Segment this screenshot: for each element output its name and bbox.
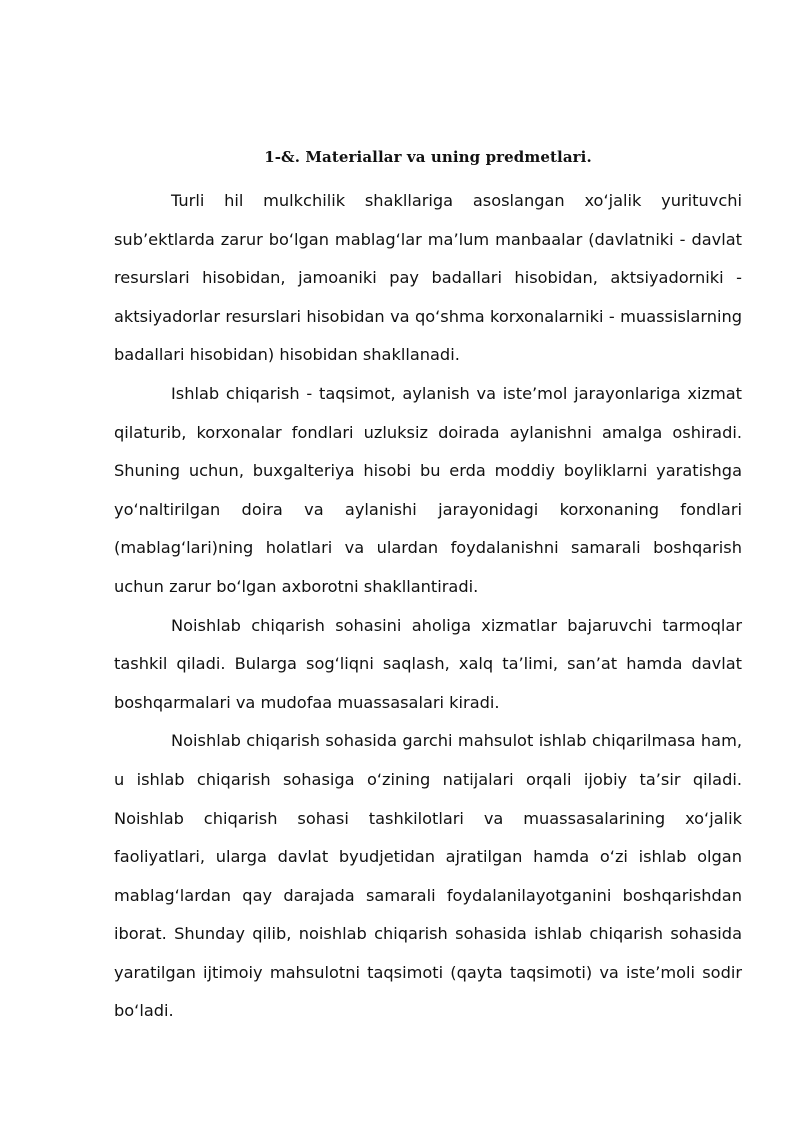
paragraph-1: Turli hil mulkchilik shakllariga asoslangan xo‘jalik yurituvchi sub’ektlarda zarur bo‘lgan mablag‘lar ma’lum manbaalar (davlatniki - davlat resurslari hisobidan, jamoaniki pay badallari hisobidan, aktsiyadorniki - aktsiyadorlar resurslari hisobidan va qo‘shma korxonalarniki - muassislarning badallari hisobidan) hisobidan shakllanadi.	[114, 191, 742, 365]
document-page	[114, 138, 742, 1031]
paragraph-3: Noishlab chiqarish sohasini aholiga xizmatlar bajaruvchi tarmoqlar tashkil qiladi. Bularga sog‘liqni saqlash, xalq ta’limi, san’at hamda davlat boshqarmalari va mudofaa muassasalari kiradi.	[114, 615, 742, 712]
section-heading: 1-&. Materiallar va uning predmetlari.	[264, 148, 592, 166]
paragraph-4: Noishlab chiqarish sohasida garchi mahsulot ishlab chiqarilmasa ham, u ishlab chiqarish sohasiga o‘zining natijalari orqali ijobiy ta’sir qiladi. Noishlab chiqarish sohasi tashkilotlari va muassasalarining xo‘jalik faoliyatlari, ularga davlat byudjetidan ajratilgan hamda o‘zi ishlab olgan mablag‘lardan qay darajada samarali foydalanilayotganini boshqarishdan iborat. Shunday qilib, noishlab chiqarish sohasida ishlab chiqarish sohasida yaratilgan ijtimoiy mahsulotni taqsimoti (qayta taqsimoti) va iste’moli sodir bo‘ladi.	[114, 731, 742, 1021]
paragraph-2: Ishlab chiqarish - taqsimot, aylanish va iste’mol jarayonlariga xizmat qilaturib, korxonalar fondlari uzluksiz doirada aylanishni amalga oshiradi. Shuning uchun, buxgalteriya hisobi bu erda moddiy boyliklarni yaratishga yo‘naltirilgan doira va aylanishi jarayonidagi korxonaning fondlari (mablag‘lari)ning holatlari va ulardan foydalanishni samarali boshqarish uchun zarur bo‘lgan axborotni shakllantiradi.	[114, 383, 742, 596]
